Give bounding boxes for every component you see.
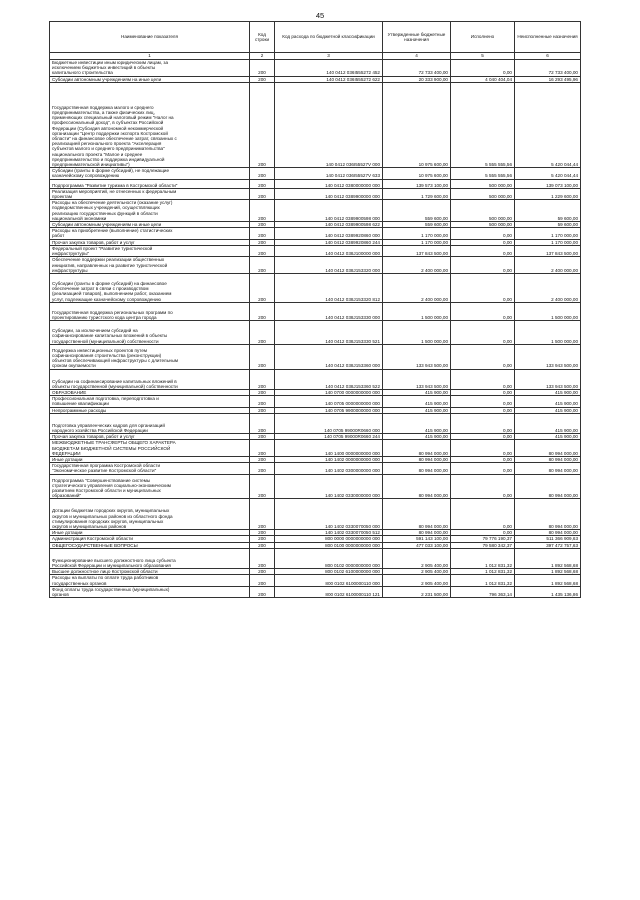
- row-budget-code: 800 0102 6100000110 121: [275, 586, 383, 597]
- column-number-row: [50, 53, 581, 60]
- row-executed: 0,00: [451, 321, 515, 345]
- row-executed: 0,00: [451, 273, 515, 302]
- row-name: Государственная поддержка региональных программ по проектированию туристского кода центра города: [50, 302, 250, 320]
- row-remaining: 415 900,00: [515, 413, 581, 433]
- row-executed: 4 040 404,04: [451, 76, 515, 82]
- row-name: Субсидии, за исключением субсидий на софинансирование капитальных вложений в объекты государственной (муниципальной) собственности: [50, 321, 250, 345]
- row-code: 200: [250, 586, 275, 597]
- header-remaining: Неисполненные назначения: [515, 22, 581, 53]
- row-approved: 80 994 000,00: [383, 474, 451, 499]
- row-executed: 0,00: [451, 228, 515, 239]
- row-approved: 10 975 600,00: [383, 82, 451, 167]
- row-remaining: 59 600,00: [515, 222, 581, 228]
- row-approved: 591 143 100,00: [383, 536, 451, 542]
- row-code: 200: [250, 575, 275, 586]
- row-budget-code: 800 0100 0000000000 000: [275, 542, 383, 548]
- row-code: 200: [250, 456, 275, 462]
- table-row: [50, 168, 581, 179]
- row-code: 200: [250, 76, 275, 82]
- row-budget-code: 140 0412 038J153330 521: [275, 321, 383, 345]
- row-approved: 415 900,00: [383, 434, 451, 440]
- row-executed: 0,00: [451, 257, 515, 274]
- row-budget-code: 140 0412 038J153330 000: [275, 302, 383, 320]
- table-row: [50, 548, 581, 568]
- table-row: [50, 369, 581, 389]
- row-name: Реализация мероприятий, не отнесенных к федеральным проектам: [50, 188, 250, 199]
- column-number: 5: [451, 53, 515, 60]
- row-name: Прочая закупка товаров, работ и услуг: [50, 239, 250, 245]
- row-approved: 415 900,00: [383, 389, 451, 395]
- table-row: [50, 179, 581, 188]
- row-name: Подпрограмма "Совершенствование системы стратегического управления социально-экономическим развитием Костромской области и муниципальных образований": [50, 474, 250, 499]
- table-row: [50, 440, 581, 457]
- table-row: [50, 257, 581, 274]
- row-code: 200: [250, 273, 275, 302]
- row-budget-code: 140 0412 0380000000 000: [275, 179, 383, 188]
- row-executed: 0,00: [451, 302, 515, 320]
- row-executed: 796 363,14: [451, 586, 515, 597]
- row-name: Расходы на приобретение (выполнение) статистических работ: [50, 228, 250, 239]
- row-approved: 139 573 100,00: [383, 179, 451, 188]
- header-executed: Исполнено: [451, 22, 515, 53]
- row-approved: 133 943 500,00: [383, 369, 451, 389]
- row-approved: 1 729 600,00: [383, 188, 451, 199]
- row-code: 200: [250, 389, 275, 395]
- row-budget-code: 140 0700 0000000000 000: [275, 389, 383, 395]
- row-budget-code: 140 0412 038J153360 000: [275, 344, 383, 369]
- row-remaining: 80 994 000,00: [515, 456, 581, 462]
- row-executed: 0,00: [451, 440, 515, 457]
- row-executed: 5 555 555,56: [451, 168, 515, 179]
- row-approved: 20 333 900,00: [383, 76, 451, 82]
- row-budget-code: 140 0705 0000000000 000: [275, 396, 383, 407]
- row-code: 200: [250, 60, 275, 77]
- row-remaining: 1 435 136,86: [515, 586, 581, 597]
- budget-execution-table: [49, 21, 581, 598]
- row-approved: 1 500 000,00: [383, 321, 451, 345]
- row-approved: 2 905 400,00: [383, 548, 451, 568]
- row-name: МЕЖБЮДЖЕТНЫЕ ТРАНСФЕРТЫ ОБЩЕГО ХАРАКТЕРА БЮДЖЕТАМ БЮДЖЕТНОЙ СИСТЕМЫ РОССИЙСКОЙ ФЕДЕРАЦИИ: [50, 440, 250, 457]
- row-approved: 477 033 100,00: [383, 542, 451, 548]
- table-row: [50, 228, 581, 239]
- table-body: [50, 60, 581, 598]
- row-executed: 0,00: [451, 344, 515, 369]
- row-approved: 133 943 500,00: [383, 344, 451, 369]
- row-budget-code: 140 1402 0330000000 000: [275, 474, 383, 499]
- table-row: [50, 188, 581, 199]
- row-code: 200: [250, 179, 275, 188]
- row-name: Федеральный проект "Развитие туристической инфраструктуры": [50, 245, 250, 256]
- row-name: Фонд оплаты труда государственных (муниципальных) органов: [50, 586, 250, 597]
- table-row: [50, 273, 581, 302]
- row-budget-code: 140 0412 038J153360 522: [275, 369, 383, 389]
- row-budget-code: 140 0412 0389920860 244: [275, 239, 383, 245]
- row-budget-code: 140 0412 038J100000 000: [275, 245, 383, 256]
- row-remaining: 137 843 500,00: [515, 245, 581, 256]
- row-name: Иные дотации: [50, 530, 250, 536]
- table-row: [50, 60, 581, 77]
- table-row: [50, 396, 581, 407]
- row-approved: 559 600,00: [383, 222, 451, 228]
- table-row: [50, 82, 581, 167]
- row-remaining: 1 170 000,00: [515, 228, 581, 239]
- row-code: 200: [250, 413, 275, 433]
- row-approved: 80 994 000,00: [383, 440, 451, 457]
- row-approved: 415 900,00: [383, 407, 451, 413]
- row-name: Расходы на выплаты по оплате труда работников государственных органов: [50, 575, 250, 586]
- row-executed: 0,00: [451, 456, 515, 462]
- row-budget-code: 140 1402 0330070050 000: [275, 499, 383, 530]
- row-budget-code: 140 1402 0330070050 512: [275, 530, 383, 536]
- table-row: [50, 499, 581, 530]
- row-remaining: 80 994 000,00: [515, 499, 581, 530]
- row-code: 200: [250, 188, 275, 199]
- row-budget-code: 140 0705 9900000000 000: [275, 407, 383, 413]
- row-name: Расходы на обеспечение деятельности (оказание услуг) подведомственных учреждений, осуществляющих реализацию государственных функций в области национальной экономики: [50, 200, 250, 222]
- row-remaining: 511 366 909,63: [515, 536, 581, 542]
- row-executed: 0,00: [451, 434, 515, 440]
- row-name: Подпрограмма "Развитие туризма в Костромской области": [50, 179, 250, 188]
- row-executed: 0,00: [451, 245, 515, 256]
- row-remaining: 1 229 600,00: [515, 188, 581, 199]
- row-budget-code: 140 0412 036I55527V 633: [275, 168, 383, 179]
- table-row: [50, 413, 581, 433]
- row-code: 200: [250, 542, 275, 548]
- row-approved: 415 900,00: [383, 396, 451, 407]
- page-number: 45: [315, 11, 325, 20]
- row-approved: 72 733 400,00: [383, 60, 451, 77]
- row-code: 200: [250, 396, 275, 407]
- row-name: Функционирование высшего должностного лица субъекта Российской Федерации и муниципального образования: [50, 548, 250, 568]
- row-name: Субсидии (гранты в форме субсидий) на финансовое обеспечение затрат в связи с производством (реализацией товаров), выполнением работ, оказанием услуг, подлежащие казначейскому сопровождению: [50, 273, 250, 302]
- row-executed: 5 555 555,56: [451, 82, 515, 167]
- table-row: [50, 575, 581, 586]
- row-approved: 2 231 500,00: [383, 586, 451, 597]
- row-name: Субсидии (гранты в форме субсидий), не подлежащие казначейскому сопровождению: [50, 168, 250, 179]
- row-name: Прочая закупка товаров, работ и услуг: [50, 434, 250, 440]
- row-approved: 2 400 000,00: [383, 257, 451, 274]
- row-name: Субсидии автономным учреждениям на иные цели: [50, 76, 250, 82]
- row-remaining: 5 420 044,44: [515, 82, 581, 167]
- row-code: 200: [250, 82, 275, 167]
- row-remaining: 80 994 000,00: [515, 530, 581, 536]
- column-number: 1: [50, 53, 250, 60]
- row-remaining: 1 892 568,68: [515, 548, 581, 568]
- row-remaining: 16 293 495,96: [515, 76, 581, 82]
- row-name: Высшее должностное лицо Костромской области: [50, 569, 250, 575]
- row-budget-code: 800 0000 0000000000 000: [275, 536, 383, 542]
- row-code: 200: [250, 536, 275, 542]
- row-code: 200: [250, 569, 275, 575]
- row-remaining: 2 400 000,00: [515, 257, 581, 274]
- row-name: Подготовка управленческих кадров для организаций народного хозяйства Российской Федерации: [50, 413, 250, 433]
- row-executed: 79 776 190,37: [451, 536, 515, 542]
- row-budget-code: 800 0102 6100000110 000: [275, 575, 383, 586]
- row-name: Субсидии на софинансирование капитальных вложений в объекты государственной (муниципальной) собственности: [50, 369, 250, 389]
- row-code: 200: [250, 530, 275, 536]
- table-row: [50, 463, 581, 474]
- row-remaining: 1 170 000,00: [515, 239, 581, 245]
- row-executed: 0,00: [451, 474, 515, 499]
- row-name: Государственная программа Костромской области "Экономическое развитие Костромской области": [50, 463, 250, 474]
- table-row: [50, 474, 581, 499]
- row-remaining: 397 472 757,63: [515, 542, 581, 548]
- row-code: 200: [250, 344, 275, 369]
- row-code: 200: [250, 228, 275, 239]
- row-executed: 1 012 831,32: [451, 548, 515, 568]
- row-remaining: 72 733 400,00: [515, 60, 581, 77]
- row-remaining: 415 900,00: [515, 407, 581, 413]
- row-remaining: 133 943 500,00: [515, 369, 581, 389]
- row-code: 200: [250, 168, 275, 179]
- row-executed: 0,00: [451, 530, 515, 536]
- row-executed: 0,00: [451, 413, 515, 433]
- row-budget-code: 140 1402 0000000000 000: [275, 456, 383, 462]
- row-approved: 415 900,00: [383, 413, 451, 433]
- row-name: Поддержка инвестиционных проектов путем софинансирования строительства (реконструкции) объектов обеспечивающей инфраструктуры с длительным сроком окупаемости: [50, 344, 250, 369]
- row-budget-code: 140 0412 036I555272 452: [275, 60, 383, 77]
- row-remaining: 80 994 000,00: [515, 474, 581, 499]
- row-executed: 0,00: [451, 407, 515, 413]
- row-budget-code: 140 0412 0389900598 622: [275, 222, 383, 228]
- row-remaining: 5 420 044,44: [515, 168, 581, 179]
- row-executed: 500 000,00: [451, 200, 515, 222]
- row-code: 200: [250, 200, 275, 222]
- row-approved: 80 994 000,00: [383, 456, 451, 462]
- row-code: 200: [250, 257, 275, 274]
- row-executed: 0,00: [451, 60, 515, 77]
- row-executed: 0,00: [451, 369, 515, 389]
- row-code: 200: [250, 222, 275, 228]
- row-remaining: 2 400 000,00: [515, 273, 581, 302]
- row-remaining: 80 994 000,00: [515, 463, 581, 474]
- row-name: Обеспечение поддержки реализации общественных инициатив, направленных на развитие туристической инфраструктуры: [50, 257, 250, 274]
- row-remaining: 1 892 568,68: [515, 569, 581, 575]
- row-budget-code: 800 0102 6100000000 000: [275, 569, 383, 575]
- row-code: 200: [250, 548, 275, 568]
- row-remaining: 415 900,00: [515, 434, 581, 440]
- row-approved: 1 170 000,00: [383, 239, 451, 245]
- row-code: 200: [250, 463, 275, 474]
- row-remaining: 1 892 568,68: [515, 575, 581, 586]
- row-approved: 2 905 400,00: [383, 569, 451, 575]
- row-budget-code: 140 1400 0000000000 000: [275, 440, 383, 457]
- header-budget-code: Код расхода по бюджетной классификации: [275, 22, 383, 53]
- row-budget-code: 140 0412 038J153320 000: [275, 257, 383, 274]
- row-remaining: 139 073 100,00: [515, 179, 581, 188]
- row-name: Государственная поддержка малого и среднего предпринимательства, а также физических лиц, применяющих специальный налоговый режим "Налог на профессиональный доход", в субъектах Российской Федерации (Субсидия автономной некоммерческой организации "Центр поддержки экспорта Костромской области" на финансовое обеспечение затрат, связанных с реализацией регионального проекта "Акселерация субъектов малого и среднего предпринимательства" национального проекта "Малое и среднее предпринимательство и поддержка индивидуальной предпринимательской инициативы"): [50, 82, 250, 167]
- row-budget-code: 140 0412 036I55527V 000: [275, 82, 383, 167]
- row-code: 200: [250, 407, 275, 413]
- row-name: ОБРАЗОВАНИЕ: [50, 389, 250, 395]
- header-row-code: Код строки: [250, 22, 275, 53]
- row-executed: 1 012 831,32: [451, 575, 515, 586]
- row-executed: 1 012 831,32: [451, 569, 515, 575]
- row-name: Иные дотации: [50, 456, 250, 462]
- row-name: Непрограммные расходы: [50, 407, 250, 413]
- row-remaining: 80 994 000,00: [515, 440, 581, 457]
- table-row: [50, 200, 581, 222]
- row-remaining: 59 600,00: [515, 200, 581, 222]
- row-code: 200: [250, 434, 275, 440]
- row-remaining: 1 500 000,00: [515, 302, 581, 320]
- row-code: 200: [250, 474, 275, 499]
- row-code: 200: [250, 440, 275, 457]
- row-code: 200: [250, 499, 275, 530]
- table-row: [50, 245, 581, 256]
- row-remaining: 133 943 500,00: [515, 344, 581, 369]
- row-executed: 0,00: [451, 389, 515, 395]
- column-number: 3: [275, 53, 383, 60]
- row-executed: 500 000,00: [451, 222, 515, 228]
- row-executed: 0,00: [451, 239, 515, 245]
- row-executed: 0,00: [451, 396, 515, 407]
- row-executed: 79 580 342,37: [451, 542, 515, 548]
- row-name: Субсидии автономным учреждениям на иные цели: [50, 222, 250, 228]
- row-budget-code: 140 0412 0389920860 000: [275, 228, 383, 239]
- row-executed: 0,00: [451, 463, 515, 474]
- row-budget-code: 800 0102 0000000000 000: [275, 548, 383, 568]
- row-remaining: 1 500 000,00: [515, 321, 581, 345]
- column-number: 4: [383, 53, 451, 60]
- row-code: 200: [250, 245, 275, 256]
- row-remaining: 415 900,00: [515, 389, 581, 395]
- table-header-row: [50, 22, 581, 53]
- row-approved: 80 994 000,00: [383, 499, 451, 530]
- row-approved: 80 994 000,00: [383, 530, 451, 536]
- row-approved: 80 994 000,00: [383, 463, 451, 474]
- row-budget-code: 140 0705 99000R0660 000: [275, 413, 383, 433]
- row-name: Бюджетные инвестиции иным юридическим лицам, за исключением бюджетных инвестиций в объекты капитального строительства: [50, 60, 250, 77]
- row-budget-code: 140 0705 99000R0660 244: [275, 434, 383, 440]
- row-code: 200: [250, 321, 275, 345]
- column-number: 6: [515, 53, 581, 60]
- row-remaining: 415 900,00: [515, 396, 581, 407]
- table-row: [50, 344, 581, 369]
- row-approved: 2 905 400,00: [383, 575, 451, 586]
- column-number: 2: [250, 53, 275, 60]
- row-approved: 1 170 000,00: [383, 228, 451, 239]
- row-approved: 10 975 600,00: [383, 168, 451, 179]
- row-approved: 559 600,00: [383, 200, 451, 222]
- row-budget-code: 140 0412 036I555272 622: [275, 76, 383, 82]
- row-executed: 0,00: [451, 499, 515, 530]
- row-name: Дотации бюджетам городских округов, муниципальных округов и муниципальных районов из областного фонда стимулирования городских округов, муниципальных округов и муниципальных районов: [50, 499, 250, 530]
- table-row: [50, 302, 581, 320]
- row-name: ОБЩЕГОСУДАРСТВЕННЫЕ ВОПРОСЫ: [50, 542, 250, 548]
- row-approved: 1 500 000,00: [383, 302, 451, 320]
- row-budget-code: 140 0412 0389900000 000: [275, 188, 383, 199]
- row-name: Администрация Костромской области: [50, 536, 250, 542]
- row-code: 200: [250, 239, 275, 245]
- header-name: Наименование показателя: [50, 22, 250, 53]
- table-row: [50, 321, 581, 345]
- row-executed: 500 000,00: [451, 179, 515, 188]
- header-approved: Утвержденные бюджетные назначения: [383, 22, 451, 53]
- row-budget-code: 140 0412 0389900598 000: [275, 200, 383, 222]
- row-code: 200: [250, 302, 275, 320]
- row-name: Профессиональная подготовка, переподготовка и повышение квалификации: [50, 396, 250, 407]
- row-code: 200: [250, 369, 275, 389]
- table-row: [50, 586, 581, 597]
- row-budget-code: 140 1402 0300000000 000: [275, 463, 383, 474]
- row-approved: 137 843 500,00: [383, 245, 451, 256]
- row-executed: 500 000,00: [451, 188, 515, 199]
- row-budget-code: 140 0412 038J153320 812: [275, 273, 383, 302]
- row-approved: 2 400 000,00: [383, 273, 451, 302]
